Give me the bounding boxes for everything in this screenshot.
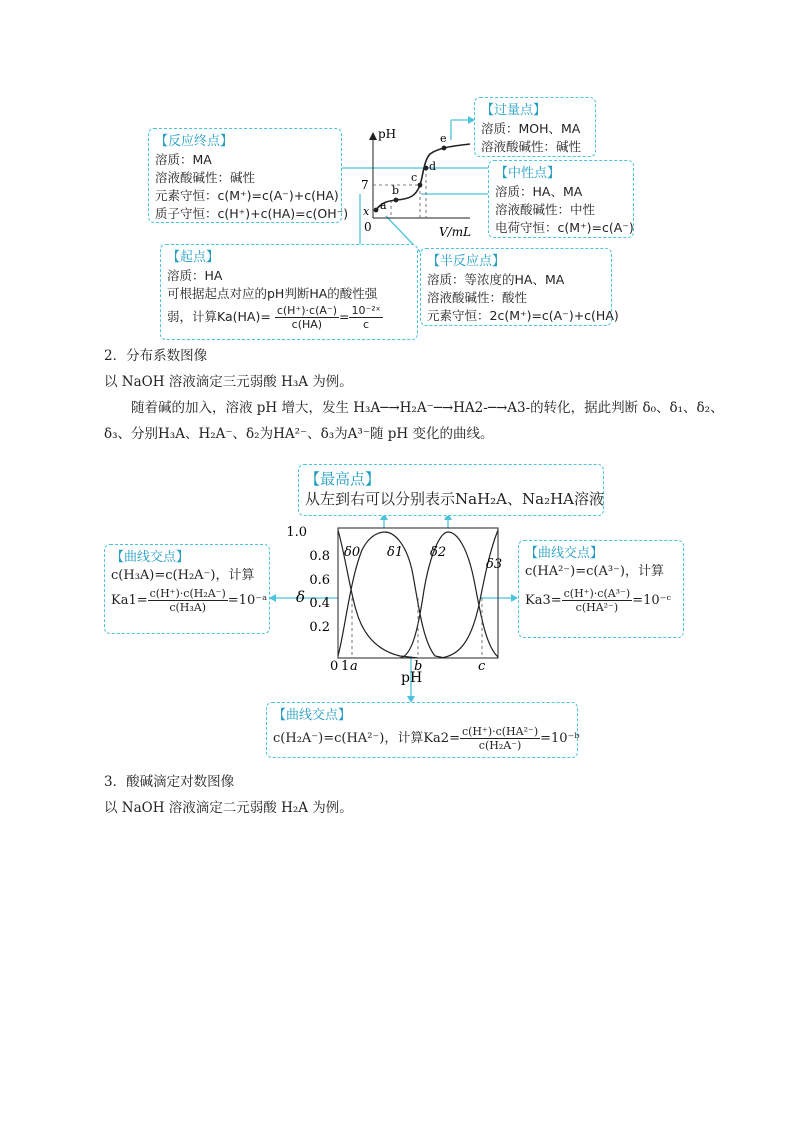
box-line: 可根据起点对应的pH判断HA的酸性强 xyxy=(167,286,378,301)
x-axis-label: pH xyxy=(401,670,423,686)
box-line: 溶液酸碱性：碱性 xyxy=(155,170,256,185)
x-tick-b: b xyxy=(414,659,423,674)
intersection-ka1-box xyxy=(104,544,270,634)
curve-label-delta2: δ2 xyxy=(430,545,447,560)
x-tick-1: 1 xyxy=(341,659,350,674)
box-line: 溶质：等浓度的HA、MA xyxy=(427,272,565,287)
ka-value: =10⁻ᵃ xyxy=(227,593,268,608)
ph7-tick: 7 xyxy=(361,178,369,192)
y-tick-0.4: 0.4 xyxy=(309,596,330,611)
denominator: c(HA) xyxy=(291,318,323,331)
denominator: c xyxy=(362,318,370,331)
section-3-paragraph-1: 以 NaOH 溶液滴定二元弱酸 H₂A 为例。 xyxy=(104,800,353,816)
ka-label: Ka1= xyxy=(111,593,148,608)
section-3-heading: 3．酸碱滴定对数图像 xyxy=(104,774,235,790)
box-line: 溶质：HA xyxy=(167,268,223,283)
point-a: a xyxy=(380,199,387,212)
box-line: c(H₂A⁻)=c(HA²⁻)，计算Ka2= xyxy=(273,731,460,746)
box-line: 元素守恒：c(M⁺)=c(A⁻)+c(HA) xyxy=(155,188,339,203)
box-title: 【中性点】 xyxy=(495,166,561,181)
neutral-point-box xyxy=(488,160,634,238)
point-c: c xyxy=(411,171,418,184)
curve-label-delta1: δ1 xyxy=(387,545,404,560)
titration-curve-figure xyxy=(148,88,642,340)
y-tick-0.8: 0.8 xyxy=(309,549,330,564)
box-line: 弱，计算Ka(HA)= xyxy=(167,309,271,324)
box-line: 溶液酸碱性：酸性 xyxy=(427,290,528,305)
denominator: c(H₂A⁻) xyxy=(478,739,522,752)
intersection-ka2-box xyxy=(266,702,578,758)
box-line: 溶质：MOH、MA xyxy=(481,121,581,136)
ka2-fraction xyxy=(460,725,540,752)
excess-point-box xyxy=(474,97,596,157)
y-axis-label: δ xyxy=(296,588,306,606)
box-line: c(HA²⁻)=c(A³⁻)，计算 xyxy=(525,564,665,579)
x-mark-label: x xyxy=(363,205,370,218)
box-line: 溶质：MA xyxy=(155,152,212,167)
ph-axis-label: pH xyxy=(378,127,397,141)
box-line: c(H₃A)=c(H₂A⁻)，计算 xyxy=(111,568,255,583)
section-2-paragraph-1: 以 NaOH 溶液滴定三元弱酸 H₃A 为例。 xyxy=(104,374,353,390)
box-title: 【过量点】 xyxy=(481,103,547,118)
y-tick-0.2: 0.2 xyxy=(309,620,330,635)
box-title: 【曲线交点】 xyxy=(273,708,352,723)
ka-fraction xyxy=(275,304,339,331)
box-title: 【曲线交点】 xyxy=(111,550,190,565)
curve-label-delta0: δ0 xyxy=(344,545,361,560)
section-2-paragraph-2a: 随着碱的加入，溶液 pH 增大，发生 H₃A─→H₂A⁻─→HA2-─→A3-的转化，据此判断 δ₀、δ₁、δ₂、 xyxy=(131,400,724,416)
origin-label: 0 xyxy=(364,220,372,234)
ka3-fraction xyxy=(562,587,633,614)
highest-point-box xyxy=(298,464,604,516)
box-title: 【反应终点】 xyxy=(155,134,234,149)
numerator: c(H⁺)·c(A³⁻) xyxy=(563,587,631,600)
box-line: 溶液酸碱性：碱性 xyxy=(481,139,582,154)
half-reaction-point-box xyxy=(420,248,619,326)
x-tick-a: a xyxy=(350,659,358,674)
distribution-coefficient-figure xyxy=(100,460,688,762)
box-title: 【最高点】 xyxy=(305,470,381,488)
reaction-endpoint-box xyxy=(148,128,349,223)
box-line: 溶质：HA、MA xyxy=(495,184,583,199)
box-line: 电荷守恒：c(M⁺)=c(A⁻) xyxy=(495,220,634,235)
numerator: c(H⁺)·c(A⁻) xyxy=(276,304,337,317)
curve-label-delta3: δ3 xyxy=(486,557,503,572)
section-2-paragraph-2b: δ₃、分别H₃A、H₂A⁻、δ₂为HA²⁻、δ₃为A³⁻随 pH 变化的曲线。 xyxy=(104,426,494,442)
box-line: 从左到右可以分别表示NaH₂A、Na₂HA溶液 xyxy=(305,490,604,508)
numerator: c(H⁺)·c(HA²⁻) xyxy=(461,725,539,738)
ka-label: Ka3= xyxy=(525,593,562,608)
point-b: b xyxy=(392,184,400,197)
box-line: 溶液酸碱性：中性 xyxy=(495,202,596,217)
y-tick-1.0: 1.0 xyxy=(286,525,307,540)
x-tick-0: 0 xyxy=(330,659,339,674)
numerator: c(H⁺)·c(H₂A⁻) xyxy=(149,587,226,600)
denominator: c(H₃A) xyxy=(169,601,207,614)
x-tick-c: c xyxy=(478,659,486,674)
ka-value: =10⁻ᵇ xyxy=(540,731,580,746)
point-d: d xyxy=(429,160,437,173)
box-title: 【曲线交点】 xyxy=(525,546,604,561)
intersection-ka3-box xyxy=(518,540,684,638)
box-title: 【半反应点】 xyxy=(427,254,506,269)
box-line: 质子守恒：c(H⁺)+c(HA)=c(OH⁻) xyxy=(155,206,349,221)
numerator: 10⁻²ˣ xyxy=(351,304,381,317)
point-e: e xyxy=(440,132,447,145)
y-tick-0.6: 0.6 xyxy=(309,573,330,588)
volume-axis-label: V/mL xyxy=(439,225,472,239)
ka1-fraction xyxy=(148,587,228,614)
box-line: 元素守恒：2c(M⁺)=c(A⁻)+c(HA) xyxy=(427,308,619,323)
box-title: 【起点】 xyxy=(167,250,220,265)
value-fraction xyxy=(349,304,382,331)
start-point-box: 【起点】 溶质：HA 可根据起点对应的pH判断HA的酸性强 弱，计算Ka(HA)= $\frac{c(H^+)\cdot c(A^-)}{c(HA)}$ = $\frac{\text{10⁻²ˣ}}{c}$ xyxy=(160,244,418,340)
ka-value: =10⁻ᶜ xyxy=(632,593,671,608)
section-2-heading: 2．分布系数图像 xyxy=(104,348,208,364)
denominator: c(HA²⁻) xyxy=(575,601,619,614)
